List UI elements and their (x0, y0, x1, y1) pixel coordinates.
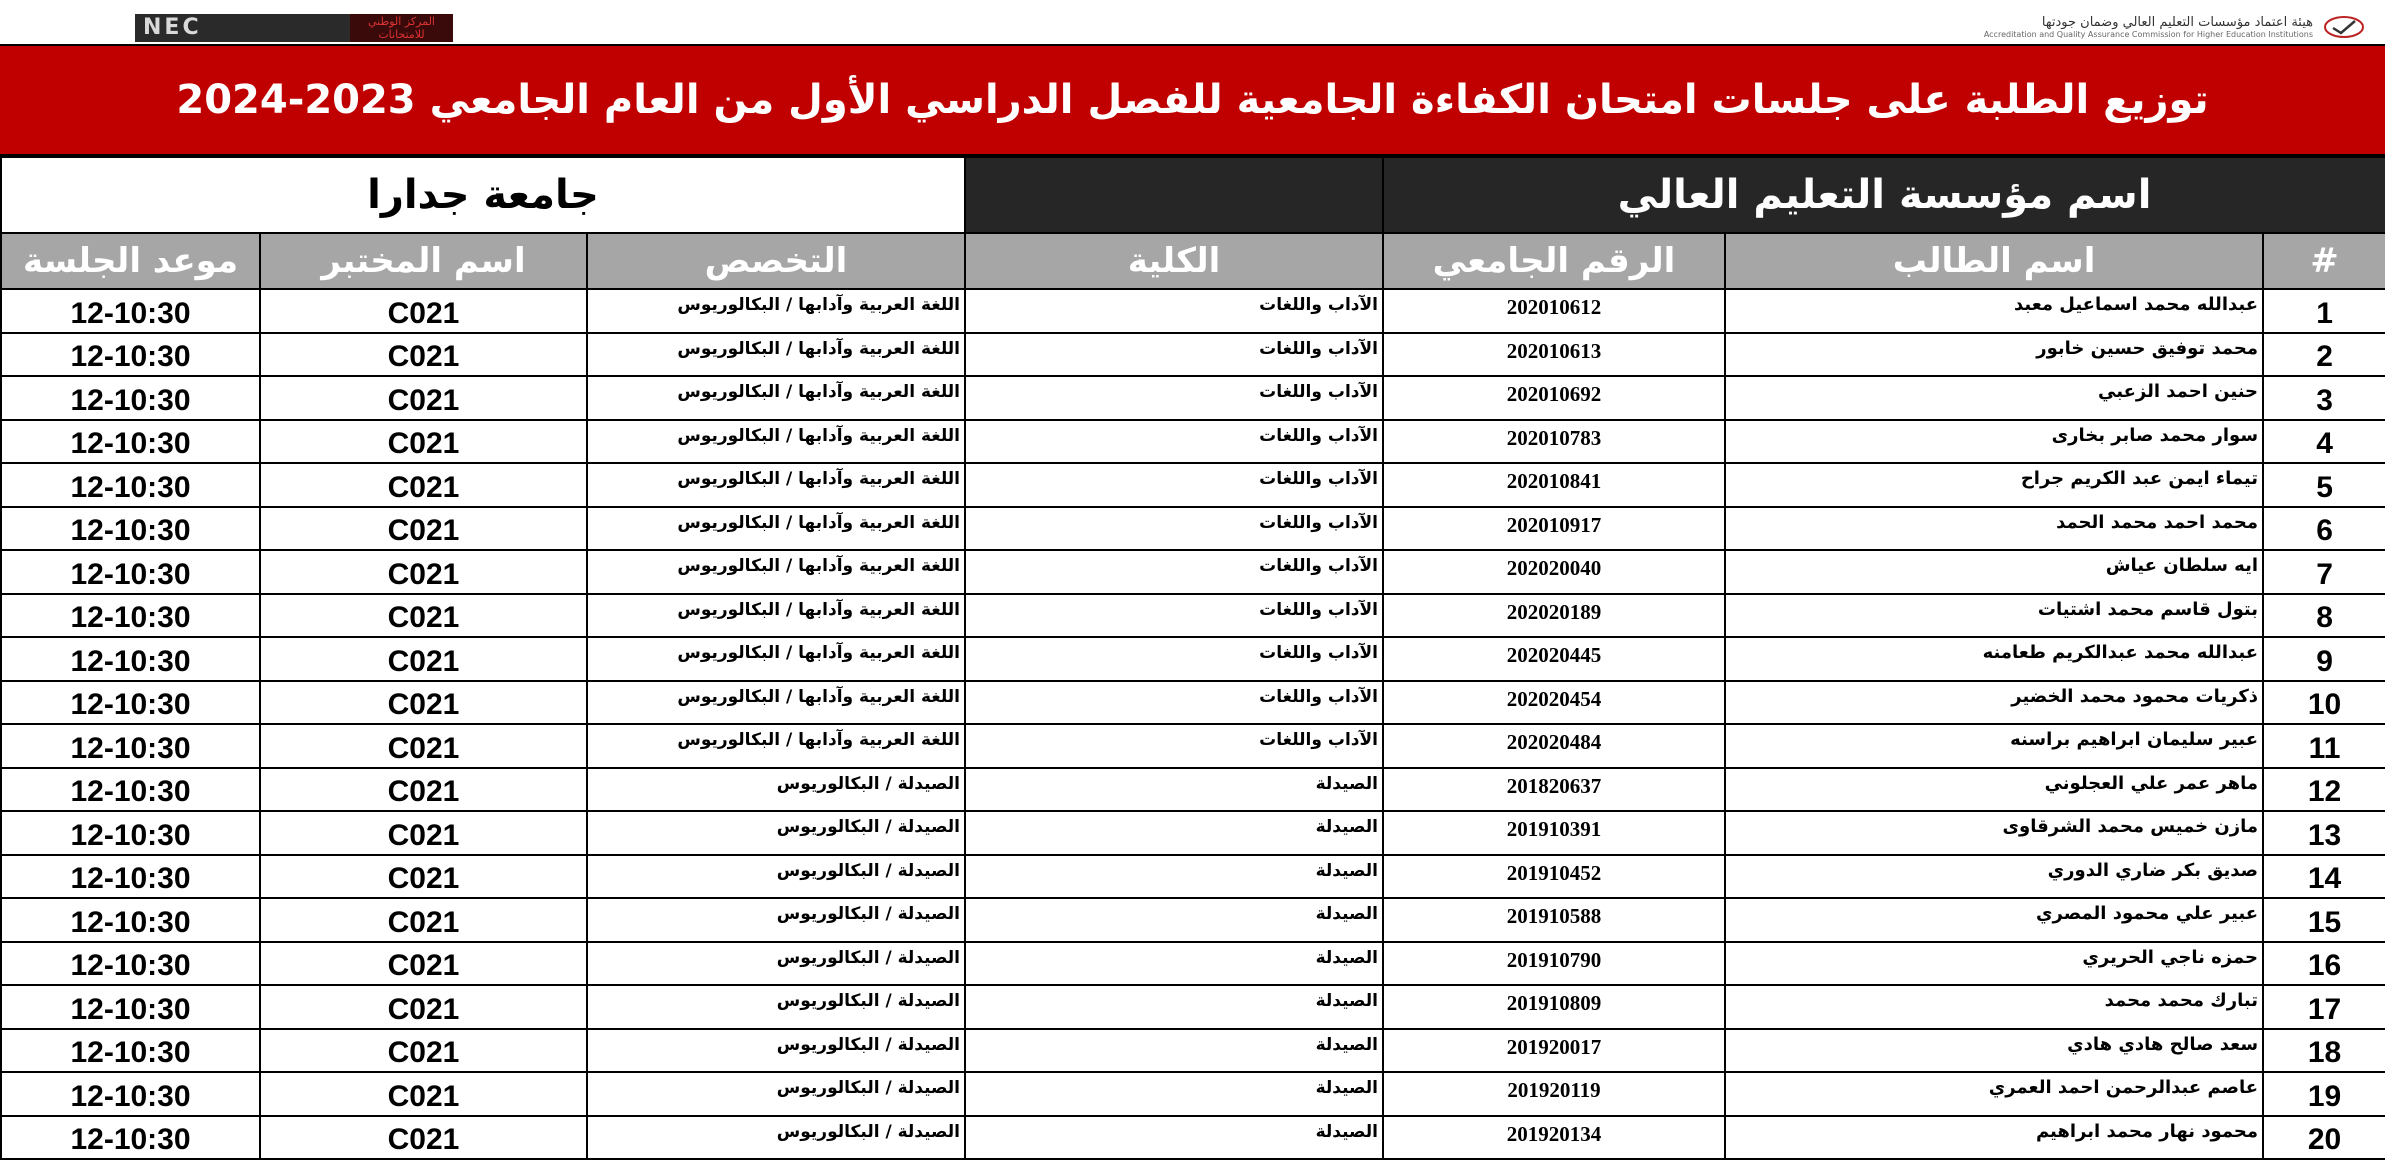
student-name: صديق بكر ضاري الدوري (1725, 855, 2263, 899)
student-name: حنين احمد الزعبي (1725, 376, 2263, 420)
distribution-table (0, 156, 2385, 1160)
specialization: الصيدلة / البكالوريوس (587, 811, 965, 855)
faculty: الآداب واللغات (965, 463, 1383, 507)
session-time: 12-10:30 (1, 594, 260, 638)
student-id: 201910790 (1383, 942, 1725, 986)
specialization: الصيدلة / البكالوريوس (587, 768, 965, 812)
faculty: الآداب واللغات (965, 550, 1383, 594)
specialization: اللغة العربية وآدابها / البكالوريوس (587, 681, 965, 725)
specialization: اللغة العربية وآدابها / البكالوريوس (587, 289, 965, 333)
row-number: 7 (2263, 550, 2385, 594)
row-number: 4 (2263, 420, 2385, 464)
table-row (1, 463, 2385, 507)
specialization: اللغة العربية وآدابها / البكالوريوس (587, 333, 965, 377)
student-name: محمود نهار محمد ابراهيم (1725, 1116, 2263, 1160)
specialization: اللغة العربية وآدابها / البكالوريوس (587, 463, 965, 507)
row-number: 17 (2263, 985, 2385, 1029)
commission-name-arabic: هيئة اعتماد مؤسسات التعليم العالي وضمان جودتها (2041, 14, 2313, 30)
specialization: الصيدلة / البكالوريوس (587, 985, 965, 1029)
row-number: 12 (2263, 768, 2385, 812)
nec-logo-arabic: المركز الوطني للامتحانات (350, 14, 453, 42)
faculty: الصيدلة (965, 942, 1383, 986)
header-specialization: التخصص (587, 233, 965, 289)
row-number: 3 (2263, 376, 2385, 420)
header-session-time: موعد الجلسة (1, 233, 260, 289)
nec-logo (135, 14, 453, 42)
specialization: اللغة العربية وآدابها / البكالوريوس (587, 724, 965, 768)
table-row (1, 420, 2385, 464)
student-name: تبارك محمد محمد (1725, 985, 2263, 1029)
student-id: 202020484 (1383, 724, 1725, 768)
table-row (1, 289, 2385, 333)
commission-logo (1984, 12, 2365, 42)
student-id: 202010841 (1383, 463, 1725, 507)
lab-name: C021 (260, 898, 587, 942)
faculty: الصيدلة (965, 1029, 1383, 1073)
institution-row (1, 157, 2385, 233)
page-title: توزيع الطلبة على جلسات امتحان الكفاءة الجامعية للفصل الدراسي الأول من العام الجامعي 2023-2024 (176, 77, 2209, 123)
student-id: 202010612 (1383, 289, 1725, 333)
faculty: الآداب واللغات (965, 289, 1383, 333)
session-time: 12-10:30 (1, 1072, 260, 1116)
lab-name: C021 (260, 463, 587, 507)
student-name: مازن خميس محمد الشرقاوى (1725, 811, 2263, 855)
faculty: الآداب واللغات (965, 681, 1383, 725)
student-id: 202020189 (1383, 594, 1725, 638)
specialization: اللغة العربية وآدابها / البكالوريوس (587, 594, 965, 638)
header-faculty: الكلية (965, 233, 1383, 289)
lab-name: C021 (260, 594, 587, 638)
table-row (1, 681, 2385, 725)
lab-name: C021 (260, 1029, 587, 1073)
row-number: 13 (2263, 811, 2385, 855)
session-time: 12-10:30 (1, 681, 260, 725)
session-time: 12-10:30 (1, 855, 260, 899)
specialization: اللغة العربية وآدابها / البكالوريوس (587, 550, 965, 594)
session-time: 12-10:30 (1, 768, 260, 812)
session-time: 12-10:30 (1, 507, 260, 551)
student-name: محمد توفيق حسين خابور (1725, 333, 2263, 377)
student-name: ذكريات محمود محمد الخضير (1725, 681, 2263, 725)
title-band (0, 44, 2385, 156)
header-lab: اسم المختبر (260, 233, 587, 289)
row-number: 1 (2263, 289, 2385, 333)
faculty: الآداب واللغات (965, 637, 1383, 681)
row-number: 14 (2263, 855, 2385, 899)
student-name: ايه سلطان عياش (1725, 550, 2263, 594)
table-row (1, 985, 2385, 1029)
institution-name: جامعة جدارا (1, 157, 965, 233)
lab-name: C021 (260, 1072, 587, 1116)
row-number: 20 (2263, 1116, 2385, 1160)
row-number: 2 (2263, 333, 2385, 377)
student-id: 201920119 (1383, 1072, 1725, 1116)
faculty: الآداب واللغات (965, 507, 1383, 551)
session-time: 12-10:30 (1, 724, 260, 768)
commission-logo-text (1984, 16, 2313, 39)
student-id: 201910391 (1383, 811, 1725, 855)
specialization: الصيدلة / البكالوريوس (587, 898, 965, 942)
specialization: اللغة العربية وآدابها / البكالوريوس (587, 420, 965, 464)
table-row (1, 594, 2385, 638)
student-name: عبير علي محمود المصري (1725, 898, 2263, 942)
table-row (1, 1072, 2385, 1116)
specialization: الصيدلة / البكالوريوس (587, 1072, 965, 1116)
faculty: الآداب واللغات (965, 420, 1383, 464)
student-id: 202020454 (1383, 681, 1725, 725)
table-row (1, 811, 2385, 855)
lab-name: C021 (260, 376, 587, 420)
lab-name: C021 (260, 724, 587, 768)
session-time: 12-10:30 (1, 550, 260, 594)
session-time: 12-10:30 (1, 637, 260, 681)
faculty: الصيدلة (965, 898, 1383, 942)
student-name: عبدالله محمد اسماعيل معبد (1725, 289, 2263, 333)
faculty: الآداب واللغات (965, 724, 1383, 768)
table-row (1, 507, 2385, 551)
row-number: 10 (2263, 681, 2385, 725)
lab-name: C021 (260, 550, 587, 594)
session-time: 12-10:30 (1, 463, 260, 507)
faculty: الصيدلة (965, 985, 1383, 1029)
session-time: 12-10:30 (1, 942, 260, 986)
session-time: 12-10:30 (1, 376, 260, 420)
faculty: الصيدلة (965, 1072, 1383, 1116)
student-name: ماهر عمر علي العجلوني (1725, 768, 2263, 812)
student-id: 201910809 (1383, 985, 1725, 1029)
faculty: الآداب واللغات (965, 376, 1383, 420)
session-time: 12-10:30 (1, 811, 260, 855)
session-time: 12-10:30 (1, 1029, 260, 1073)
student-id: 201820637 (1383, 768, 1725, 812)
session-time: 12-10:30 (1, 289, 260, 333)
table-row (1, 637, 2385, 681)
row-number: 5 (2263, 463, 2385, 507)
student-id: 202020040 (1383, 550, 1725, 594)
student-name: تيماء ايمن عبد الكريم جراح (1725, 463, 2263, 507)
faculty: الصيدلة (965, 768, 1383, 812)
lab-name: C021 (260, 942, 587, 986)
header-student-name: اسم الطالب (1725, 233, 2263, 289)
top-bar (0, 0, 2385, 44)
student-name: عبير سليمان ابراهيم براسنه (1725, 724, 2263, 768)
specialization: الصيدلة / البكالوريوس (587, 942, 965, 986)
student-id: 202010692 (1383, 376, 1725, 420)
table-row (1, 333, 2385, 377)
specialization: الصيدلة / البكالوريوس (587, 1116, 965, 1160)
commission-name-english: Accreditation and Quality Assurance Commission for Higher Education Institutions (1983, 29, 2313, 39)
commission-emblem-icon (2323, 14, 2365, 40)
lab-name: C021 (260, 1116, 587, 1160)
session-time: 12-10:30 (1, 898, 260, 942)
row-number: 8 (2263, 594, 2385, 638)
student-id: 201920134 (1383, 1116, 1725, 1160)
student-id: 201910588 (1383, 898, 1725, 942)
student-name: محمد احمد محمد الحمد (1725, 507, 2263, 551)
institution-spacer (965, 157, 1383, 233)
specialization: الصيدلة / البكالوريوس (587, 1029, 965, 1073)
student-id: 202010917 (1383, 507, 1725, 551)
row-number: 9 (2263, 637, 2385, 681)
specialization: اللغة العربية وآدابها / البكالوريوس (587, 507, 965, 551)
lab-name: C021 (260, 681, 587, 725)
student-id: 202010783 (1383, 420, 1725, 464)
table-row (1, 1116, 2385, 1160)
faculty: الصيدلة (965, 855, 1383, 899)
table-row (1, 1029, 2385, 1073)
lab-name: C021 (260, 985, 587, 1029)
header-num: # (2263, 233, 2385, 289)
specialization: اللغة العربية وآدابها / البكالوريوس (587, 376, 965, 420)
faculty: الآداب واللغات (965, 594, 1383, 638)
faculty: الصيدلة (965, 1116, 1383, 1160)
table-row (1, 376, 2385, 420)
row-number: 19 (2263, 1072, 2385, 1116)
faculty: الصيدلة (965, 811, 1383, 855)
header-student-id: الرقم الجامعي (1383, 233, 1725, 289)
table-row (1, 942, 2385, 986)
table-row (1, 768, 2385, 812)
student-id: 202010613 (1383, 333, 1725, 377)
row-number: 11 (2263, 724, 2385, 768)
lab-name: C021 (260, 507, 587, 551)
table-row (1, 855, 2385, 899)
student-name: سعد صالح هادي هادي (1725, 1029, 2263, 1073)
nec-logo-text: NEC (135, 14, 350, 42)
student-name: سوار محمد صابر بخارى (1725, 420, 2263, 464)
lab-name: C021 (260, 855, 587, 899)
session-time: 12-10:30 (1, 420, 260, 464)
lab-name: C021 (260, 420, 587, 464)
student-name: حمزه ناجي الحريري (1725, 942, 2263, 986)
table-header-row (1, 233, 2385, 289)
table-row (1, 550, 2385, 594)
table-row (1, 724, 2385, 768)
student-id: 201920017 (1383, 1029, 1725, 1073)
faculty: الآداب واللغات (965, 333, 1383, 377)
session-time: 12-10:30 (1, 333, 260, 377)
lab-name: C021 (260, 333, 587, 377)
student-id: 202020445 (1383, 637, 1725, 681)
institution-label: اسم مؤسسة التعليم العالي (1383, 157, 2385, 233)
lab-name: C021 (260, 289, 587, 333)
row-number: 16 (2263, 942, 2385, 986)
student-name: عاصم عبدالرحمن احمد العمري (1725, 1072, 2263, 1116)
lab-name: C021 (260, 811, 587, 855)
session-time: 12-10:30 (1, 1116, 260, 1160)
student-id: 201910452 (1383, 855, 1725, 899)
student-name: عبدالله محمد عبدالكريم طعامنه (1725, 637, 2263, 681)
student-name: بتول قاسم محمد اشتيات (1725, 594, 2263, 638)
specialization: اللغة العربية وآدابها / البكالوريوس (587, 637, 965, 681)
row-number: 6 (2263, 507, 2385, 551)
lab-name: C021 (260, 637, 587, 681)
row-number: 18 (2263, 1029, 2385, 1073)
row-number: 15 (2263, 898, 2385, 942)
table-row (1, 898, 2385, 942)
session-time: 12-10:30 (1, 985, 260, 1029)
specialization: الصيدلة / البكالوريوس (587, 855, 965, 899)
lab-name: C021 (260, 768, 587, 812)
